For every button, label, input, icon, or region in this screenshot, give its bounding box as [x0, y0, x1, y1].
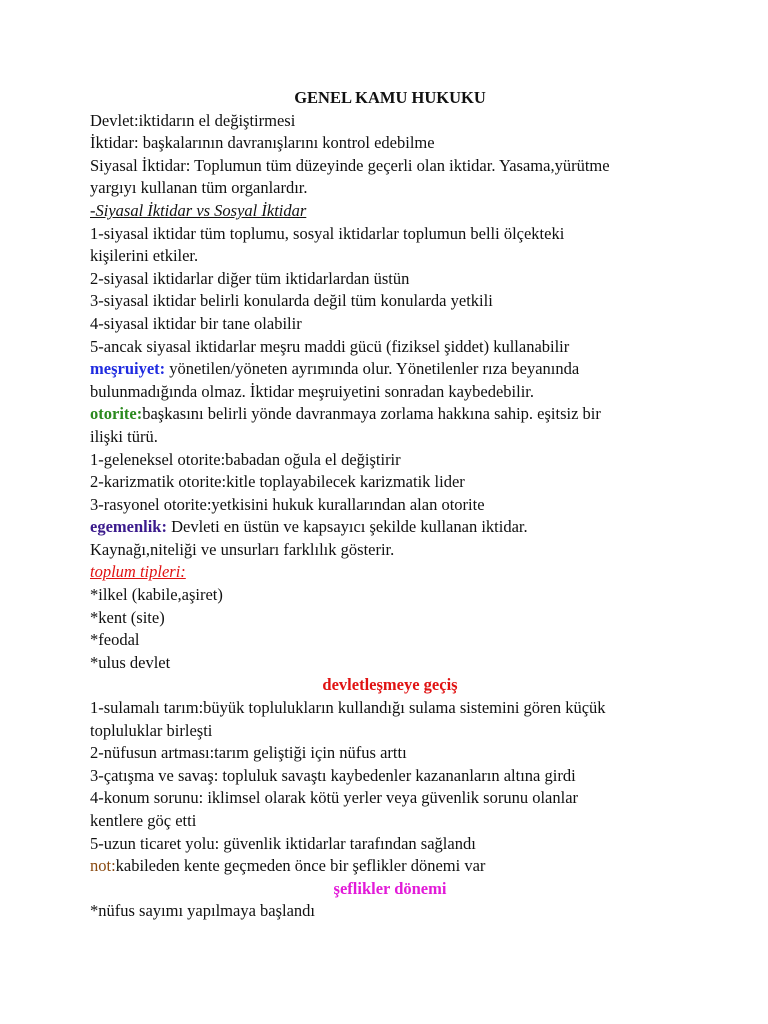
list-item: *feodal [90, 630, 140, 650]
text-line: 2-karizmatik otorite:kitle toplayabilecek karizmatik lider [90, 472, 465, 492]
list-item: *kent (site) [90, 607, 165, 627]
text-line: 2-nüfusun artması:tarım geliştiği için nüfus arttı [90, 743, 407, 763]
document-body [90, 87, 690, 923]
keyword-egemenlik: egemenlik: [90, 517, 167, 537]
section-heading-seflikler-donemi: şeflikler dönemi [333, 878, 447, 898]
text-line: kişilerini etkiler. [90, 246, 199, 266]
list-item: *ilkel (kabile,aşiret) [90, 585, 223, 605]
text-line: Kaynağı,niteliği ve unsurları farklılık gösterir. [90, 539, 395, 559]
definition-text: Devleti en üstün ve kapsayıcı şekilde kullanan iktidar. [166, 517, 528, 537]
note-line [90, 855, 690, 878]
definition-mesruiyet [90, 358, 690, 381]
definition-egemenlik [90, 516, 690, 539]
text-line: Siyasal İktidar: Toplumun tüm düzeyinde geçerli olan iktidar. Yasama,yürütme [90, 155, 610, 175]
text-line: 5-ancak siyasal iktidarlar meşru maddi gücü (fiziksel şiddet) kullanabilir [90, 336, 570, 356]
text-line: topluluklar birleşti [90, 720, 213, 740]
text-line: 1-sulamalı tarım:büyük toplulukların kullandığı sulama sistemini gören küçük [90, 698, 606, 718]
subheading-text: -Siyasal İktidar vs Sosyal İktidar [90, 200, 307, 220]
text-line: 1-geleneksel otorite:babadan oğula el değiştirir [90, 449, 401, 469]
text-line: 5-uzun ticaret yolu: güvenlik iktidarlar tarafından sağlandı [90, 833, 476, 853]
text-line: bulunmadığında olmaz. İktidar meşruiyetini sonradan kaybedebilir. [90, 381, 535, 401]
text-line: ilişki türü. [90, 426, 158, 446]
definition-text: yönetilen/yöneten ayrımında olur. Yönetilenler rıza beyanında [165, 359, 580, 379]
subheading-toplum-tipleri [90, 561, 690, 584]
keyword-mesruiyet: meşruiyet: [90, 359, 166, 379]
list-item: *ulus devlet [90, 652, 171, 672]
subheading-siyasal-vs-sosyal [90, 200, 690, 223]
text-line: İktidar: başkalarının davranışlarını kontrol edebilme [90, 133, 435, 153]
text-line: 3-çatışma ve savaş: topluluk savaştı kaybedenler kazananların altına girdi [90, 765, 576, 785]
text-line: 2-siyasal iktidarlar diğer tüm iktidarlardan üstün [90, 268, 410, 288]
text-line: 4-konum sorunu: iklimsel olarak kötü yerler veya güvenlik sorunu olanlar [90, 788, 579, 808]
text-line: 3-siyasal iktidar belirli konularda değil tüm konularda yetkili [90, 291, 493, 311]
list-item: *nüfus sayımı yapılmaya başlandı [90, 901, 315, 921]
text-line: kentlere göç etti [90, 811, 197, 830]
text-line: 1-siyasal iktidar tüm toplumu, sosyal iktidarlar toplumun belli ölçekteki [90, 223, 565, 243]
document-title: GENEL KAMU HUKUKU [294, 88, 486, 107]
keyword-otorite: otorite: [90, 404, 143, 424]
text-line: 4-siyasal iktidar bir tane olabilir [90, 313, 302, 333]
text-line: yargıyı kullanan tüm organlardır. [90, 178, 308, 198]
definition-otorite [90, 403, 690, 426]
note-text: kabileden kente geçmeden önce bir şeflikler dönemi var [115, 856, 486, 876]
text-line: Devlet:iktidarın el değiştirmesi [90, 110, 296, 130]
text-line: 3-rasyonel otorite:yetkisini hukuk kurallarından alan otorite [90, 494, 485, 514]
section-heading-devletlesmeye-gecis: devletleşmeye geçiş [322, 675, 458, 695]
keyword-not: not: [90, 856, 116, 876]
subheading-text: toplum tipleri: [90, 562, 186, 582]
definition-text: başkasını belirli yönde davranmaya zorlama hakkına sahip. eşitsiz bir [142, 404, 601, 424]
